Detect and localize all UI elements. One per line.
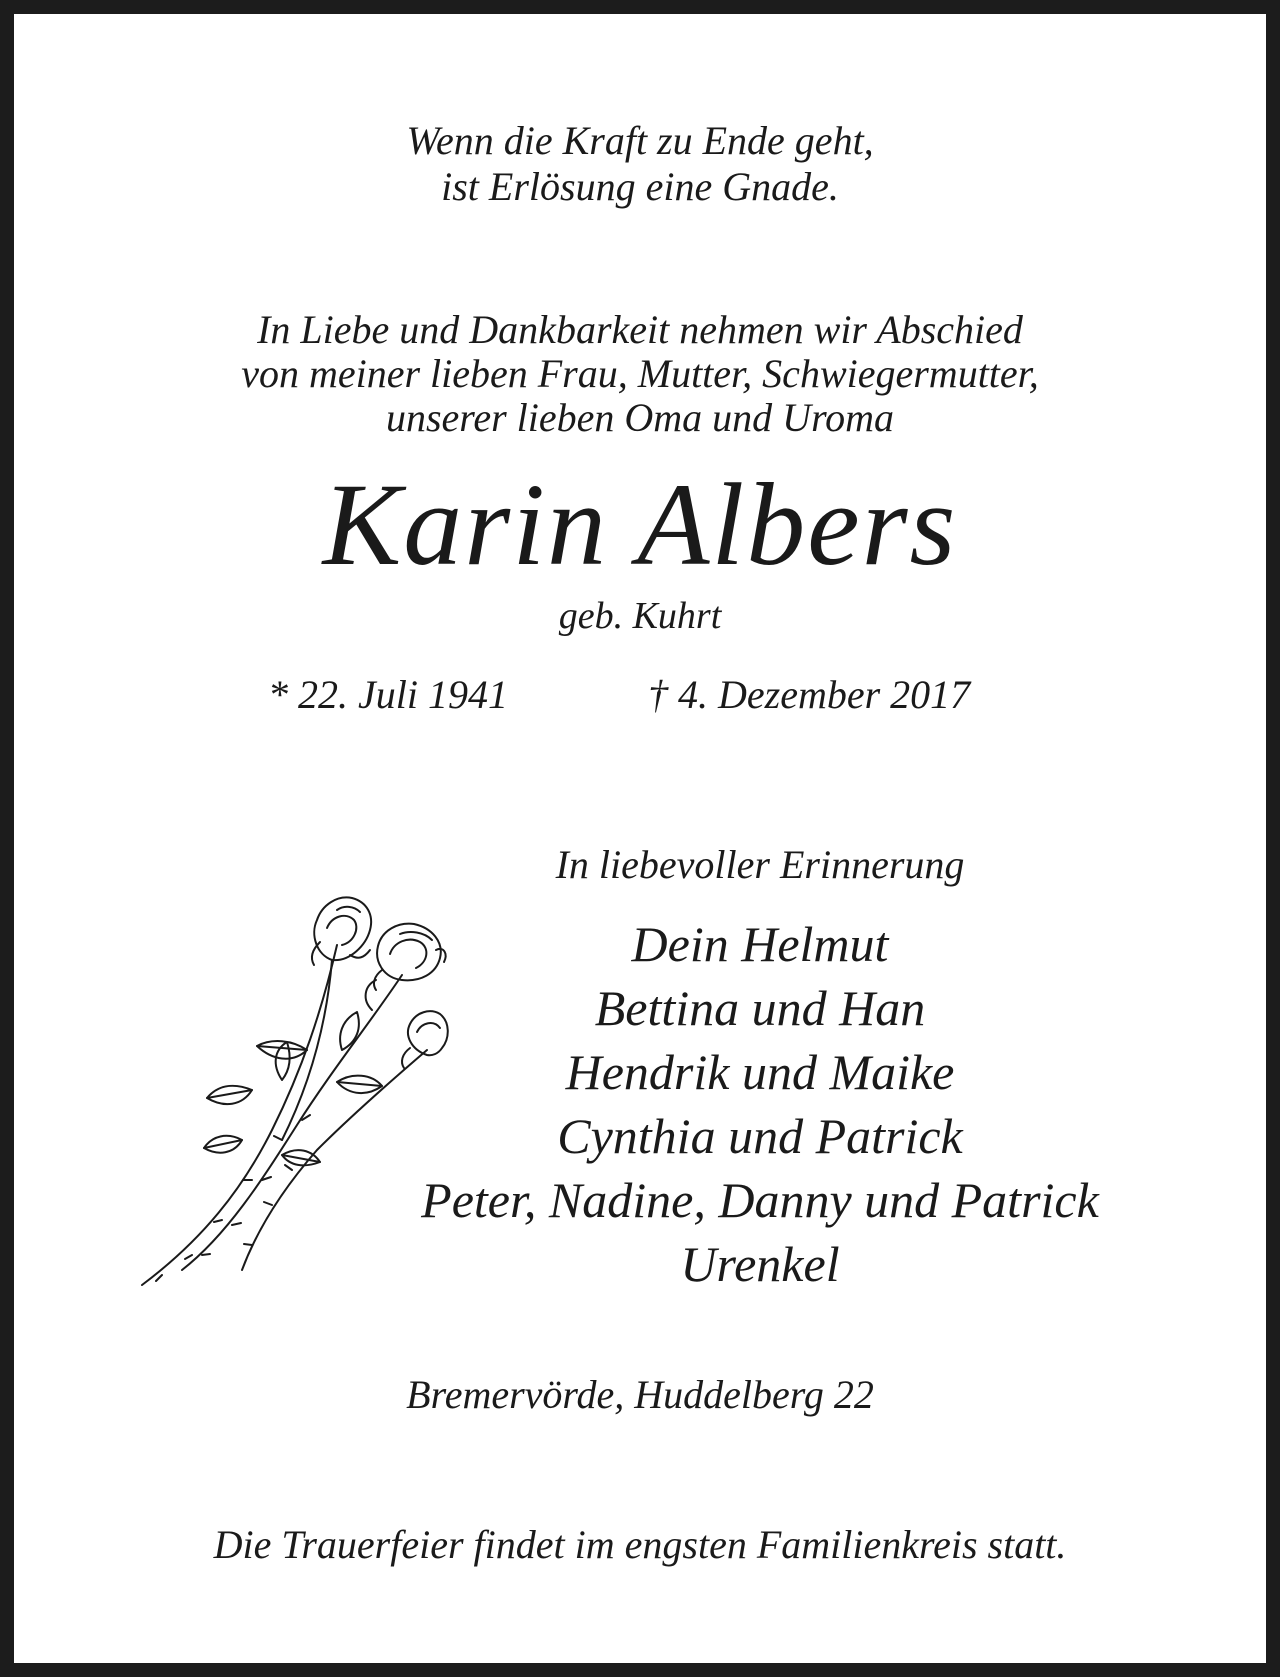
motto (0, 118, 1280, 210)
mourner-entry: Peter, Nadine, Danny und Patrick (421, 1172, 1099, 1228)
mourner-list (380, 912, 1140, 1296)
mourner-entry: Bettina und Han (594, 980, 926, 1036)
memory-heading: In liebevoller Erinnerung (555, 842, 965, 887)
address: Bremervörde, Huddelberg 22 (406, 1372, 874, 1417)
birth-date: * 22. Juli 1941 (268, 672, 508, 717)
intro-line: von meiner lieben Frau, Mutter, Schwiegermutter, (241, 351, 1039, 396)
mourner-entry: Dein Helmut (631, 916, 889, 972)
intro-line: unserer lieben Oma und Uroma (385, 395, 895, 440)
motto-line: Wenn die Kraft zu Ende geht, (406, 118, 874, 163)
mourner-entry: Cynthia und Patrick (557, 1108, 963, 1164)
ceremony-note: Die Trauerfeier findet im engsten Familienkreis statt. (213, 1522, 1067, 1567)
maiden-name: geb. Kuhrt (558, 595, 722, 637)
motto-line: ist Erlösung eine Gnade. (441, 164, 839, 209)
mourner-entry: Urenkel (680, 1236, 840, 1292)
intro-line: In Liebe und Dankbarkeit nehmen wir Abschied (257, 307, 1023, 352)
farewell-intro (0, 308, 1280, 440)
deceased-name: Karin Albers (322, 459, 958, 590)
death-date: † 4. Dezember 2017 (648, 672, 971, 717)
mourner-entry: Hendrik und Maike (565, 1044, 955, 1100)
